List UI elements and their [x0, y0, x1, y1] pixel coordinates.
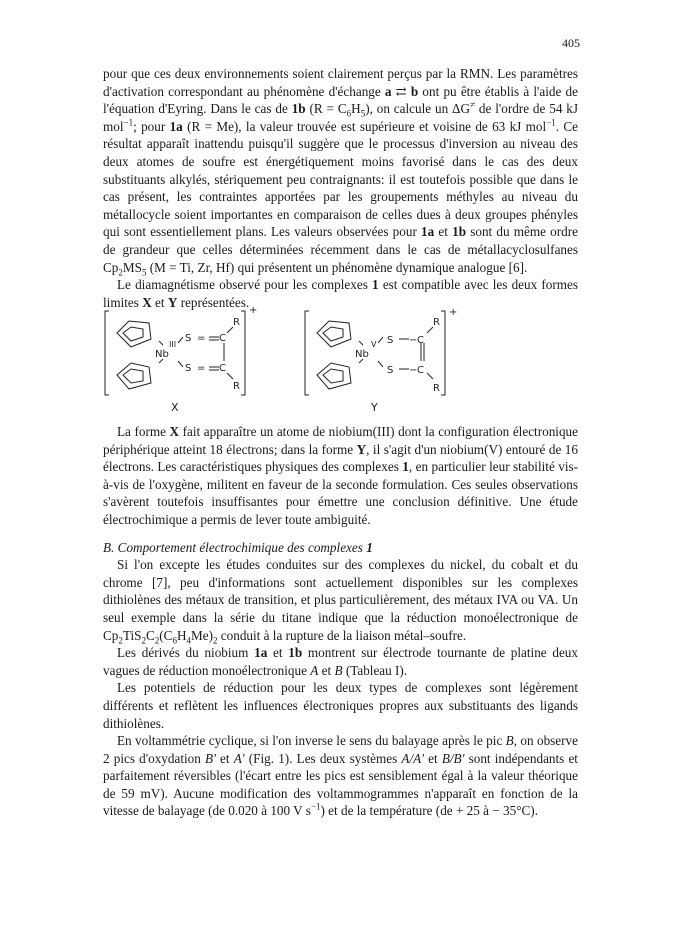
paragraph: Les potentiels de réduction pour les deux types de complexes sont légèrement différents et reflètent les influences électroniques propres aux substituants des ligands dithiolènes. — [103, 680, 578, 731]
oxidation-label-y: V — [371, 340, 377, 349]
r-group: R — [233, 381, 240, 392]
paragraph: La forme X fait apparaître un atome de niobium(III) dont la configuration électronique périphérique atteint 18 électrons; dans la forme Y, il s'agit d'un niobium(V) entouré de 16 électrons. Les caractéristiques physiques des complexes 1, en particulier leur stabilité vis-à-vis de l'oxygène, militent en faveur de la seconde formulation. Ces seules observations s'avèrent toutefois insuffisantes pour émettre une conclusion définitive. Une étude électrochimique a permis de lever toute ambiguité. — [103, 424, 579, 527]
paragraph: Si l'on excepte les études conduites sur des complexes du nickel, du cobalt et du chrome [7], peu d'informations sont actuellement disponibles sur les complexes dithiolènes des métaux de transition, et plus particulièrement, des métaux IVA ou VA. Un seul exemple dans la série du titane indique que la réduction monoélectronique de $Cp_2TiS_2C_2(C_6H_4Me)_2$ conduit à la rupture de la liaison métal–soufre. — [103, 557, 578, 646]
bond: = — [197, 333, 206, 344]
paragraph: Le diamagnétisme observé pour les complexes 1 est compatible avec les deux formes limites X et Y représentées. — [103, 277, 578, 310]
structure-figure — [103, 303, 578, 415]
bond: − — [409, 365, 418, 376]
c-atom: C — [219, 363, 226, 374]
charge-x: + — [249, 305, 258, 316]
r-group: R — [433, 383, 440, 394]
c-atom: C — [219, 333, 226, 344]
paragraph: Les dérivés du niobium 1a et 1b montrent sur électrode tournante de platine deux vagues de réduction monoélectronique A et B (Tableau I). — [103, 645, 578, 678]
oxidation-label-x: III — [169, 340, 177, 349]
c-atom: C — [417, 365, 424, 376]
r-group: R — [233, 317, 240, 328]
bond: − — [409, 335, 418, 346]
metal-label-x: Nb — [155, 349, 169, 360]
section-heading: B. Comportement électrochimique des complexes 1 — [103, 539, 373, 555]
paragraph: En voltammétrie cyclique, si l'on inverse le sens du balayage après le pic B, on observe 2 pics d'oxydation B' et A' (Fig. 1). Les deux systèmes A/A' et B/B' sont indépendants et parfaitement réversibles (l'écart entre les pics est sensiblement égal à la valeur théorique de 59 mV). Aucune modification des voltammogrammes n'apparaît en fonction de la vitesse de balayage (de 0.020 à 100 V $s^{-1}$) et de la température (de + 25 à − 35°C). — [103, 733, 578, 819]
paragraph: pour que ces deux environnements soient clairement perçus par la RMN. Les paramètres d'activation correspondant au phénomène d'échange a ⇄ b ont pu être établis à l'aide de l'équation d'Eyring. Dans le cas de 1b $(R = C_6H_5)$, on calcule un ΔG≠ de l'ordre de 54 kJ mol$^{-1}$; pour 1a (R = Me), la valeur trouvée est supérieure et voisine de 63 kJ mol$^{-1}$. Ce résultat apparaît inattendu puisqu'il suggère que le processus d'inversion au niveau des deux atomes de soufre est énergétiquement moins favorisé dans le cas des deux substituants alkylés, stériquement peu contraignants: il est toutefois possible que dans le cas présent, les contraintes apportées par les groupements méthyles au niveau du métallocycle soient importantes en comparaison de celles dues à deux groupes phényles qui sont essentiellement plans. Les valeurs observées pour 1a et 1b sont du même ordre de grandeur que celles déterminées récemment dans le cas de métallacyclosulfanes $Cp_2MS_5$ (M = Ti, Zr, Hf) qui présentent un phénomène dynamique analogue [6]. — [103, 66, 579, 278]
s-atom: S — [185, 363, 192, 374]
text-block-2 — [103, 423, 578, 820]
s-atom: S — [387, 365, 394, 376]
metal-label-y: Nb — [355, 349, 369, 360]
r-group: R — [433, 317, 440, 328]
label-y: Y — [371, 401, 378, 414]
text-block-1 — [103, 65, 578, 311]
charge-y: + — [449, 307, 458, 318]
page-number: 405 — [562, 36, 580, 50]
s-atom: S — [387, 335, 394, 346]
c-atom: C — [417, 335, 424, 346]
s-atom: S — [185, 333, 192, 344]
label-x: X — [171, 401, 179, 414]
bond: = — [197, 363, 206, 374]
